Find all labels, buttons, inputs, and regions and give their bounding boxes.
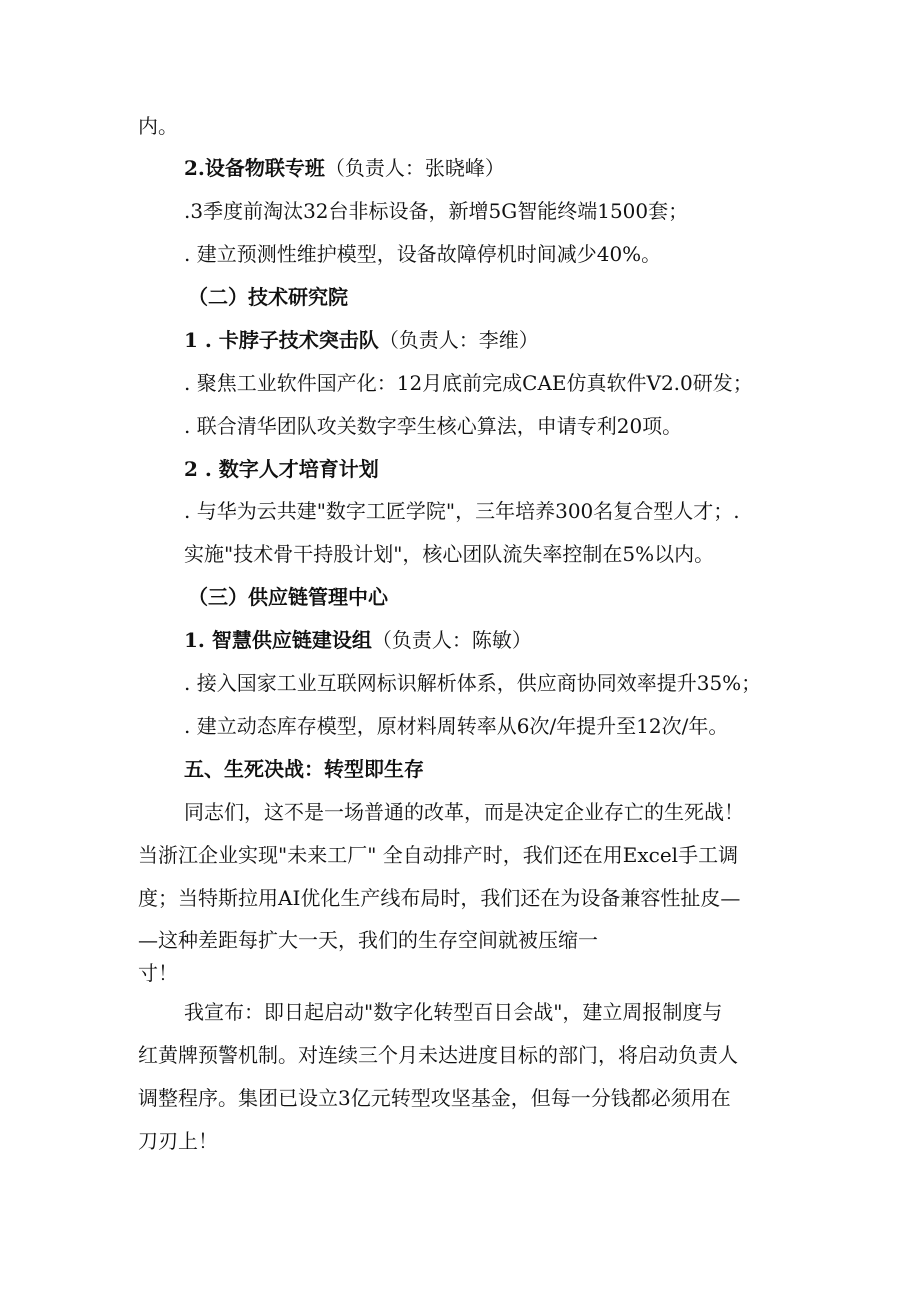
- text-line: —这种差距每扩大一天，我们的生存空间就被压缩一: [138, 928, 598, 952]
- text-line: 同志们，这不是一场普通的改革，而是决定企业存亡的生死战！: [184, 800, 744, 824]
- text-line: .3季度前淘汰32台非标设备，新增5G智能终端1500套；: [184, 199, 689, 223]
- heading-text: 1 . 卡脖子技术突击队: [184, 328, 379, 352]
- chapter-heading: 五、生死决战：转型即生存: [184, 757, 424, 781]
- subsection-heading: 2 . 数字人才培育计划: [184, 457, 379, 481]
- text-line: 实施"技术骨干持股计划"，核心团队流失率控制在5%以内。: [184, 542, 715, 566]
- text-line: 内。: [138, 114, 178, 138]
- text-line: 当浙江企业实现"未来工厂" 全自动排产时，我们还在用Excel手工调: [138, 843, 739, 867]
- text-line: 寸！: [138, 961, 178, 985]
- text-line: 红黄牌预警机制。对连续三个月未达进度目标的部门，将启动负责人: [138, 1043, 738, 1067]
- text-line: 度；当特斯拉用AI优化生产线布局时，我们还在为设备兼容性扯皮—: [138, 886, 741, 910]
- subsection-heading: [184, 625, 532, 655]
- text-line: . 聚焦工业软件国产化：12月底前完成CAE仿真软件V2.0研发；: [184, 371, 753, 395]
- text-line: 调整程序。集团已设立3亿元转型攻坚基金，但每一分钱都必须用在: [138, 1086, 731, 1110]
- text-line: . 建立动态库存模型，原材料周转率从6次/年提升至12次/年。: [184, 714, 729, 738]
- subsection-heading: [184, 325, 539, 355]
- owner-note: （负责人：陈敏）: [371, 628, 532, 652]
- text-line: 刀刃上！: [138, 1129, 218, 1153]
- heading-text: 2.设备物联专班: [184, 156, 325, 180]
- subsection-heading: [184, 153, 505, 183]
- text-line: . 与华为云共建"数字工匠学院"，三年培养300名复合型人才；.: [184, 499, 740, 523]
- text-line: 我宣布：即日起启动"数字化转型百日会战"，建立周报制度与: [184, 1000, 723, 1024]
- text-line: . 联合清华团队攻关数字孪生核心算法，申请专利20项。: [184, 414, 683, 438]
- text-line: . 建立预测性维护模型，设备故障停机时间减少40%。: [184, 242, 662, 266]
- heading-text: 1. 智慧供应链建设组: [184, 628, 372, 652]
- section-heading: （三）供应链管理中心: [188, 585, 388, 609]
- owner-note: （负责人：李维）: [378, 328, 539, 352]
- section-heading: （二）技术研究院: [188, 285, 348, 309]
- text-line: . 接入国家工业互联网标识解析体系，供应商协同效率提升35%；: [184, 671, 762, 695]
- owner-note: （负责人：张晓峰）: [324, 156, 505, 180]
